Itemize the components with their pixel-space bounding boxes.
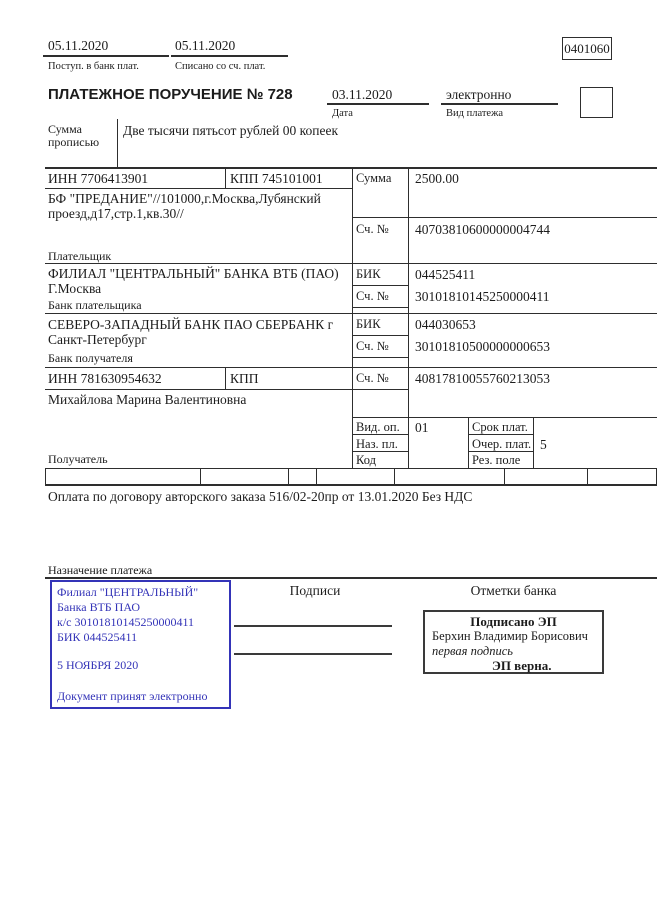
payer-bank-name: ФИЛИАЛ "ЦЕНТРАЛЬНЫЙ" БАНКА ВТБ (ПАО) Г.Москва — [48, 266, 339, 296]
table-border — [45, 577, 657, 579]
stamp-bik: БИК 044525411 — [57, 630, 138, 644]
table-border — [352, 451, 409, 452]
document-date-underline — [327, 103, 429, 105]
table-border — [352, 417, 657, 418]
amount-words-label: Сумма прописью — [48, 122, 100, 149]
esign-status: ЭП верна. — [492, 658, 552, 673]
payer-section-label: Плательщик — [48, 249, 112, 263]
table-border — [394, 468, 395, 484]
rez-pole-label: Рез. поле — [472, 453, 521, 467]
sum-label: Сумма — [356, 171, 392, 185]
table-border — [352, 307, 409, 308]
ocher-plat-label: Очер. плат. — [472, 437, 532, 451]
table-border — [45, 367, 657, 368]
payee-bank-section-label: Банк получателя — [48, 351, 133, 365]
payer-kpp: КПП 745101001 — [230, 171, 323, 186]
table-border — [587, 468, 588, 484]
payee-bank-name: СЕВЕРО-ЗАПАДНЫЙ БАНК ПАО СБЕРБАНК г Санкт-Петербург — [48, 317, 334, 347]
payment-kind-underline — [441, 103, 558, 105]
payee-account: 40817810055760213053 — [415, 371, 550, 386]
esign-title: Подписано ЭП — [470, 614, 557, 629]
esign-note: первая подпись — [432, 644, 513, 658]
table-border — [468, 451, 534, 452]
table-border — [117, 119, 118, 167]
status-field-box — [580, 87, 613, 118]
table-border — [45, 188, 352, 189]
table-border — [45, 389, 409, 390]
signature-line — [234, 625, 392, 627]
purpose-label: Назначение платежа — [48, 563, 153, 577]
naz-pl-label: Наз. пл. — [356, 437, 398, 451]
stamp-bank-name: Филиал "ЦЕНТРАЛЬНЫЙ" Банка ВТБ ПАО — [57, 585, 199, 614]
bank-stamp — [50, 580, 231, 709]
payee-section-label: Получатель — [48, 452, 108, 466]
table-border — [352, 434, 409, 435]
table-border — [352, 167, 353, 468]
srok-plat-label: Срок плат. — [472, 420, 528, 434]
payer-bank-bik-label: БИК — [356, 267, 381, 281]
payer-name: БФ "ПРЕДАНИЕ"//101000,г.Москва,Лубянский проезд,д17,стр.1,кв.30// — [48, 191, 321, 221]
purpose-text: Оплата по договору авторского заказа 516/02-20пр от 13.01.2020 Без НДС — [48, 489, 473, 504]
table-border — [316, 468, 317, 484]
esign-signer: Берхин Владимир Борисович — [432, 629, 588, 643]
received-date: 05.11.2020 — [48, 38, 109, 53]
table-border — [45, 167, 657, 169]
table-border — [45, 484, 657, 486]
vid-op-label: Вид. оп. — [356, 420, 400, 434]
signatures-label: Подписи — [289, 583, 341, 598]
payee-bank-account-label: Сч. № — [356, 339, 389, 353]
payer-account: 40703810600000004744 — [415, 222, 550, 237]
debited-date-underline — [171, 55, 288, 57]
payee-kpp-label: КПП — [230, 371, 259, 386]
table-border — [468, 434, 534, 435]
vid-op-value: 01 — [415, 420, 429, 435]
payment-kind-label: Вид платежа — [446, 108, 504, 119]
stamp-accepted-note: Документ принят электронно — [57, 689, 208, 703]
amount-words: Две тысячи пятьсот рублей 00 копеек — [123, 123, 339, 138]
table-border — [45, 468, 657, 469]
stamp-corr-account: к/с 30101810145250000411 — [57, 615, 195, 629]
payer-inn: ИНН 7706413901 — [48, 171, 149, 186]
payer-bank-account-label: Сч. № — [356, 289, 389, 303]
payment-kind: электронно — [446, 87, 512, 102]
payer-bank-account: 30101810145250000411 — [415, 289, 550, 304]
payer-bank-bik: 044525411 — [415, 267, 476, 282]
document-date: 03.11.2020 — [332, 87, 393, 102]
table-border — [533, 417, 534, 468]
stamp-date: 5 НОЯБРЯ 2020 — [57, 658, 139, 672]
debited-date: 05.11.2020 — [175, 38, 236, 53]
received-date-underline — [43, 55, 169, 57]
table-border — [352, 217, 657, 218]
bank-marks-label: Отметки банка — [470, 583, 557, 598]
payee-bank-bik: 044030653 — [415, 317, 476, 332]
sum-value: 2500.00 — [415, 171, 459, 186]
payee-inn: ИНН 781630954632 — [48, 371, 162, 386]
signature-line — [234, 653, 392, 655]
table-border — [408, 167, 409, 468]
payer-account-label: Сч. № — [356, 222, 389, 236]
table-border — [45, 313, 657, 314]
table-border — [225, 367, 226, 390]
ocher-plat-value: 5 — [540, 437, 547, 452]
payee-name: Михайлова Марина Валентиновна — [48, 392, 247, 407]
table-border — [504, 468, 505, 484]
table-border — [352, 357, 409, 358]
table-border — [352, 335, 409, 336]
payee-bank-account: 30101810500000000653 — [415, 339, 550, 354]
table-border — [200, 468, 201, 484]
document-title: ПЛАТЕЖНОЕ ПОРУЧЕНИЕ № 728 — [48, 86, 293, 103]
table-border — [656, 468, 657, 484]
table-border — [352, 285, 409, 286]
form-code-box — [562, 37, 612, 60]
payee-account-label: Сч. № — [356, 371, 389, 385]
table-border — [225, 167, 226, 189]
table-border — [45, 263, 657, 264]
payee-bank-bik-label: БИК — [356, 317, 381, 331]
table-border — [468, 417, 469, 468]
document-date-label: Дата — [332, 108, 353, 119]
kod-label: Код — [356, 453, 376, 467]
table-border — [288, 468, 289, 484]
esign-box — [423, 610, 604, 674]
debited-date-label: Списано со сч. плат. — [175, 61, 266, 72]
form-code: 0401060 — [564, 40, 610, 56]
received-date-label: Поступ. в банк плат. — [48, 61, 139, 72]
table-border — [45, 468, 46, 484]
payer-bank-section-label: Банк плательщика — [48, 298, 142, 312]
